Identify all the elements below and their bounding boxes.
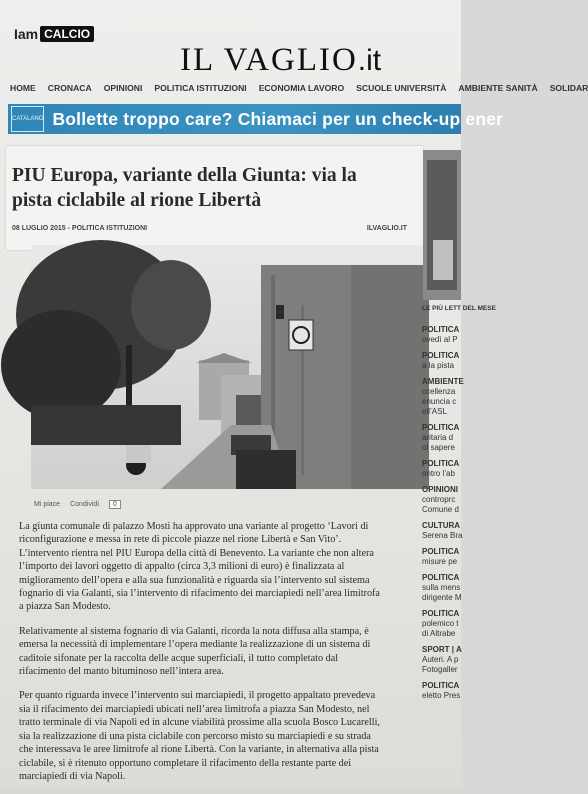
sidebar-item-category: POLITICA bbox=[422, 573, 460, 582]
sidebar-item[interactable] bbox=[422, 325, 461, 345]
sidebar-item-category: POLITICA bbox=[422, 423, 460, 432]
site-masthead[interactable] bbox=[180, 42, 381, 79]
sidebar-item-category: POLITICA bbox=[422, 681, 460, 690]
article-date-category[interactable]: 08 LUGLIO 2015 - POLITICA ISTITUZIONI bbox=[12, 225, 148, 232]
nav-item-home[interactable]: HOME bbox=[10, 83, 36, 93]
sidebar-item[interactable] bbox=[422, 573, 461, 603]
sidebar-item-title: ccellenza bbox=[422, 387, 456, 396]
social-bar bbox=[34, 500, 121, 509]
article-headline: PIU Europa, variante della Giunta: via la pista ciclabile al rione Libertà bbox=[12, 165, 357, 211]
sidebar-item-title: ovedì al P bbox=[422, 335, 458, 344]
sidebar-item[interactable] bbox=[422, 609, 461, 639]
banner-text: Bollette troppo care? Chiamaci per un check-up ener bbox=[52, 108, 504, 129]
brand-calcio: CALCIO bbox=[40, 26, 94, 42]
nav-item-ambiente[interactable]: AMBIENTE SANITÀ bbox=[458, 83, 538, 93]
sidebar-most-read bbox=[422, 305, 496, 787]
sidebar-item[interactable] bbox=[422, 521, 461, 541]
iamcalcio-logo[interactable] bbox=[14, 26, 94, 42]
article-meta bbox=[12, 225, 407, 232]
sidebar-item-title: Serena Bra bbox=[422, 531, 463, 540]
sidebar-item-category: POLITICA bbox=[422, 325, 460, 334]
share-count: 0 bbox=[109, 500, 121, 509]
sidebar-item-category: AMBIENTE bbox=[422, 377, 464, 386]
sidebar-item-title: misure pe bbox=[422, 557, 458, 566]
main-nav bbox=[10, 78, 588, 98]
street-photo-illustration bbox=[31, 245, 429, 489]
sidebar-item-title: enuncia c bbox=[422, 397, 457, 406]
sidebar-item-title: Fotogaller bbox=[422, 665, 458, 674]
article-paragraph: Relativamente al sistema fognario di via Galanti, ricorda la nota diffusa alla stampa, è emersa la necessità di implementare l’opera mediante la realizzazione di un sistema di caditoie sifonate per la raccolta delle acque superficiali, il tutto completato dal rifacimento del manto bituminoso nell’intera area. bbox=[19, 625, 371, 678]
sidebar-item[interactable] bbox=[422, 547, 461, 567]
sidebar-item-title: di Altrabe bbox=[422, 629, 456, 638]
banner-logo-text: CATALANO bbox=[12, 115, 44, 122]
article-source: ILVAGLIO.IT bbox=[366, 225, 407, 232]
masthead-name: IL VAGLIO bbox=[180, 42, 358, 78]
sidebar-item-title: Auteri. A p bbox=[422, 655, 459, 664]
nav-item-economia[interactable]: ECONOMIA LAVORO bbox=[258, 83, 345, 93]
article-photo bbox=[31, 245, 429, 489]
ad-banner[interactable] bbox=[8, 104, 504, 134]
sidebar-photo[interactable] bbox=[423, 150, 461, 300]
sidebar-item-title: a la pista bbox=[422, 361, 455, 370]
sidebar-item-title: controprc bbox=[422, 495, 456, 504]
sidebar-item-title: ol sapere bbox=[422, 443, 455, 452]
share-button[interactable]: Condividi bbox=[70, 501, 99, 508]
article-body bbox=[19, 520, 385, 794]
sidebar-item[interactable] bbox=[422, 377, 464, 417]
article-paragraph: La giunta comunale di palazzo Mosti ha approvato una variante al progetto ‘Lavori di riconfigurazione e messa in rete di piccole piazze nel rione Libertà e San Vito’. L’intervento rientra nel PIU Europa della città di Benevento. La variante che non altera l’importo dei lavori oggetto di appalto (circa 3,3 milioni di euro) è finalizzata al miglioramento dell’opera e alla sua funzionalità e riguarda sia l’intervento sul sistema fognario di via Galanti, sia l’intervento di rifacimento dei marciapiedi nell’area limitrofa a piazza San Modesto. bbox=[19, 521, 380, 613]
nav-item-solidarieta[interactable]: SOLIDAR bbox=[549, 83, 588, 93]
sidebar-item-category: CULTURA bbox=[422, 521, 461, 530]
sidebar-item-title: ontro l’ab bbox=[422, 469, 455, 478]
brand-iam: Iam bbox=[14, 26, 39, 42]
sidebar-item-title: eletto Pres bbox=[422, 691, 461, 700]
sidebar-item-category: POLITICA bbox=[422, 547, 460, 556]
nav-item-cronaca[interactable]: CRONACA bbox=[47, 83, 92, 93]
sidebar-item[interactable] bbox=[422, 459, 461, 479]
sidebar-item-title: sulla mens bbox=[422, 583, 461, 592]
nav-item-opinioni[interactable]: OPINIONI bbox=[103, 83, 143, 93]
sidebar-item-category: OPINIONI bbox=[422, 485, 459, 494]
sidebar-item[interactable] bbox=[422, 681, 461, 701]
sidebar-item-category: SPORT | A bbox=[422, 645, 462, 654]
sidebar-item[interactable] bbox=[422, 351, 461, 371]
sidebar-item-title: Comune d bbox=[422, 505, 459, 514]
sidebar-item[interactable] bbox=[422, 485, 461, 515]
sidebar-item[interactable] bbox=[422, 645, 461, 675]
nav-item-politica[interactable]: POLITICA ISTITUZIONI bbox=[154, 83, 247, 93]
sidebar-item-category: POLITICA bbox=[422, 459, 460, 468]
sidebar-item[interactable] bbox=[422, 423, 461, 453]
sidebar-item-title: aritaria d bbox=[422, 433, 454, 442]
sidebar-item-title: dirigente M bbox=[422, 593, 462, 602]
banner-logo bbox=[11, 106, 44, 132]
sidebar-item-title: polemico t bbox=[422, 619, 459, 628]
sidebar-item-category: POLITICA bbox=[422, 609, 460, 618]
article-paragraph: Per quanto riguarda invece l’intervento sui marciapiedi, il progetto appaltato prevedeva sia il rifacimento dei marciapiedi ubicati nell’area limitrofa a piazza San Modesto, nel tratto terminale di via Napoli ed in alcune viabilità prossime alla scuola Bosco Lucarelli, sia la realizzazione di una pista ciclabile con percorso misto su marciapiedi e su strada che interessava le aree limitrofe al rione Libertà. Con la variante, in alternativa alla pista ciclabile, si è ritenuto opportuno completare il rifacimento della restante parte dei marciapiedi di via Napoli. bbox=[19, 690, 380, 782]
sidebar-heading: LE PIÙ LETT DEL MESE bbox=[422, 305, 496, 312]
like-button[interactable]: Mi piace bbox=[34, 501, 61, 508]
sidebar-item-title: ell’ASL bbox=[422, 407, 447, 416]
nav-item-scuole[interactable]: SCUOLE UNIVERSITÀ bbox=[356, 83, 447, 93]
sidebar-photo-illustration bbox=[423, 150, 461, 300]
masthead-tld: .it bbox=[357, 44, 382, 77]
sidebar-item-category: POLITICA bbox=[422, 351, 460, 360]
